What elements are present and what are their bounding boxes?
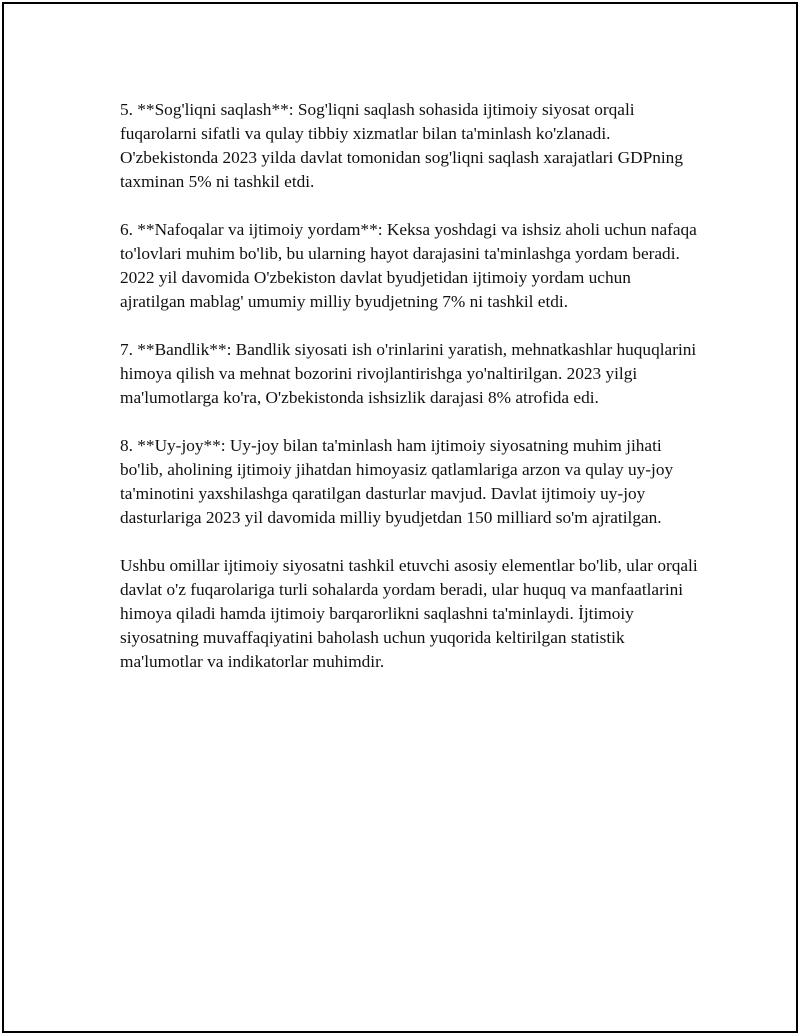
document-body	[120, 98, 700, 698]
paragraph-healthcare: 5. **Sog'liqni saqlash**: Sog'liqni saqlash sohasida ijtimoiy siyosat orqali fuqarolarni sifatli va qulay tibbiy xizmatlar bilan ta'minlash ko'zlanadi. O'zbekistonda 2023 yilda davlat tomonidan sog'liqni saqlash xarajatlari GDPning taxminan 5% ni tashkil etdi.	[120, 100, 683, 191]
paragraph-employment: 7. **Bandlik**: Bandlik siyosati ish o'rinlarini yaratish, mehnatkashlar huquqlarini himoya qilish va mehnat bozorini rivojlantirishga yo'naltirilgan. 2023 yilgi ma'lumotlarga ko'ra, O'zbekistonda ishsizlik darajasi 8% atrofida edi.	[120, 340, 697, 407]
document-page	[2, 2, 798, 1033]
paragraph-conclusion: Ushbu omillar ijtimoiy siyosatni tashkil etuvchi asosiy elementlar bo'lib, ular orqali davlat o'z fuqarolariga turli sohalarda yordam beradi, ular huquq va manfaatlarini himoya qiladi hamda ijtimoiy barqarorlikni saqlashni ta'minlaydi. İjtimoiy siyosatning muvaffaqiyatini baholash uchun yuqorida keltirilgan statistik ma'lumotlar va indikatorlar muhimdir.	[120, 556, 698, 671]
paragraph-housing: 8. **Uy-joy**: Uy-joy bilan ta'minlash ham ijtimoiy siyosatning muhim jihati bo'lib, aholining ijtimoiy jihatdan himoyasiz qatlamlariga arzon va qulay uy-joy ta'minotini yaxshilashga qaratilgan dasturlar mavjud. Davlat ijtimoiy uy-joy dasturlariga 2023 yil davomida milliy byudjetdan 150 milliard so'm ajratilgan.	[120, 436, 674, 527]
paragraph-pensions-social-assistance: 6. **Nafoqalar va ijtimoiy yordam**: Keksa yoshdagi va ishsiz aholi uchun nafaqa to'lovlari muhim bo'lib, bu ularning hayot darajasini ta'minlashga yordam beradi. 2022 yil davomida O'zbekiston davlat byudjetidan ijtimoiy yordam uchun ajratilgan mablag' umumiy milliy byudjetning 7% ni tashkil etdi.	[120, 220, 697, 311]
